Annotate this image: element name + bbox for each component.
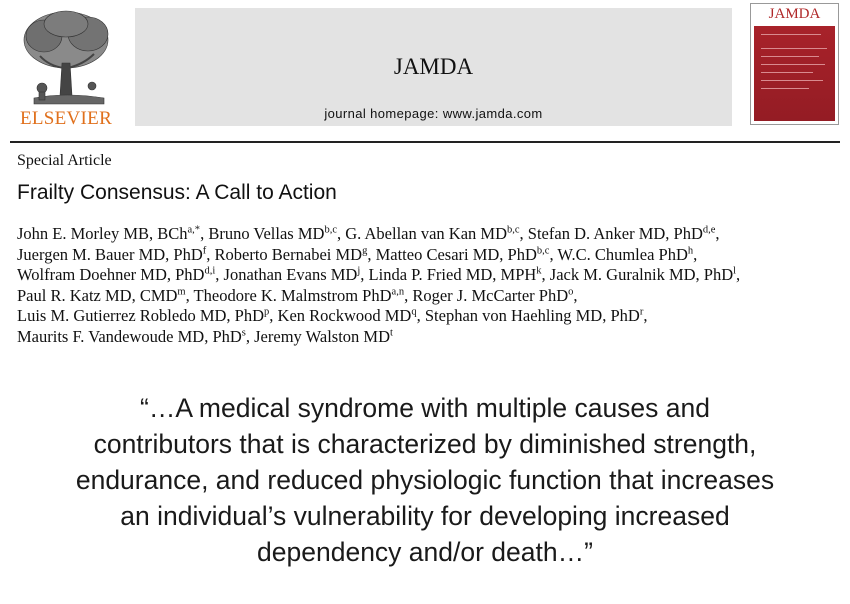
author-name: , Roberto Bernabei MD [206,244,363,264]
author-line [17,265,847,286]
author-line [17,327,847,348]
affiliation-marker[interactable]: f [202,245,207,256]
author-name: , Bruno Vellas MD [200,224,325,243]
affiliation-marker[interactable]: l [733,265,737,277]
author-name: , [573,285,578,305]
affiliation-marker[interactable]: m [177,286,186,297]
author-name: , Matteo Cesari MD, PhD [367,244,537,264]
author-name: Paul R. Katz MD, CMD [17,285,178,305]
author-name: John E. Morley MB, BCh [17,224,188,243]
author-line [17,224,847,245]
article-title: Frailty Consensus: A Call to Action [17,181,337,204]
author-list [17,224,847,347]
affiliation-marker[interactable]: q [411,306,417,318]
affiliation-marker[interactable]: b,c [324,224,337,236]
author-name: , W.C. Chumlea PhD [549,244,688,264]
affiliation-marker[interactable]: a,n [391,286,405,297]
quote-line: an individual’s vulnerability for developing increased [120,501,730,531]
quote-line: “…A medical syndrome with multiple causes and [140,393,710,423]
author-name: , Jack M. Guralnik MD, PhD [541,265,734,284]
cover-title: JAMDA [768,6,821,22]
affiliation-marker[interactable]: b,c [536,245,550,256]
author-name: , Jeremy Walston MD [245,326,390,346]
affiliation-marker[interactable]: h [687,245,694,256]
frailty-definition-quote [10,390,840,570]
affiliation-marker[interactable]: d,e [702,224,716,236]
affiliation-marker[interactable]: t [390,327,393,338]
cover-body [754,26,835,121]
author-name: , G. Abellan van Kan MD [336,224,507,243]
journal-header [0,0,850,140]
article-type: Special Article [17,152,112,169]
author-name: Juergen M. Bauer MD, PhD [17,244,203,264]
affiliation-marker[interactable]: a,* [187,224,201,236]
publisher-name: ELSEVIER [19,108,113,129]
affiliation-marker[interactable]: p [264,306,270,318]
journal-banner [135,8,732,126]
quote-line: contributors that is characterized by diminished strength, [93,429,757,459]
quote-line: dependency and/or death…” [257,537,593,567]
author-name: , Stephan von Haehling MD, PhD [416,306,640,325]
author-name: , Stefan D. Anker MD, PhD [519,224,703,243]
author-name: , [643,306,648,325]
elsevier-logo [10,8,122,134]
author-line [17,245,847,266]
journal-name: JAMDA [393,54,474,79]
affiliation-marker[interactable]: r [639,306,644,318]
affiliation-marker[interactable]: o [568,286,574,297]
journal-homepage-link[interactable]: journal homepage: www.jamda.com [324,106,543,121]
author-name: Luis M. Gutierrez Robledo MD, PhD [17,306,265,325]
affiliation-marker[interactable]: b,c [507,224,520,236]
author-name: , [736,265,741,284]
quote-line: endurance, and reduced physiologic function that increases [75,465,775,495]
author-name: , [693,244,698,264]
author-line [17,306,847,327]
author-name: , [715,224,720,243]
affiliation-marker[interactable]: j [357,265,361,277]
elsevier-tree-icon [14,8,118,108]
affiliation-marker[interactable]: k [536,265,542,277]
journal-cover-thumbnail [750,3,839,125]
author-name: , Jonathan Evans MD [215,265,358,284]
author-name: , Linda P. Fried MD, MPH [360,265,537,284]
affiliation-marker[interactable]: d,i [204,265,216,277]
author-name: , Roger J. McCarter PhD [404,285,569,305]
affiliation-marker[interactable]: g [362,245,368,256]
author-name: Wolfram Doehner MD, PhD [17,265,205,284]
author-line [17,286,847,307]
author-name: , Theodore K. Malmstrom PhD [185,285,392,305]
author-name: Maurits F. Vandewoude MD, PhD [17,326,242,346]
header-divider [10,141,840,143]
author-name: , Ken Rockwood MD [269,306,412,325]
affiliation-marker[interactable]: s [241,327,246,338]
